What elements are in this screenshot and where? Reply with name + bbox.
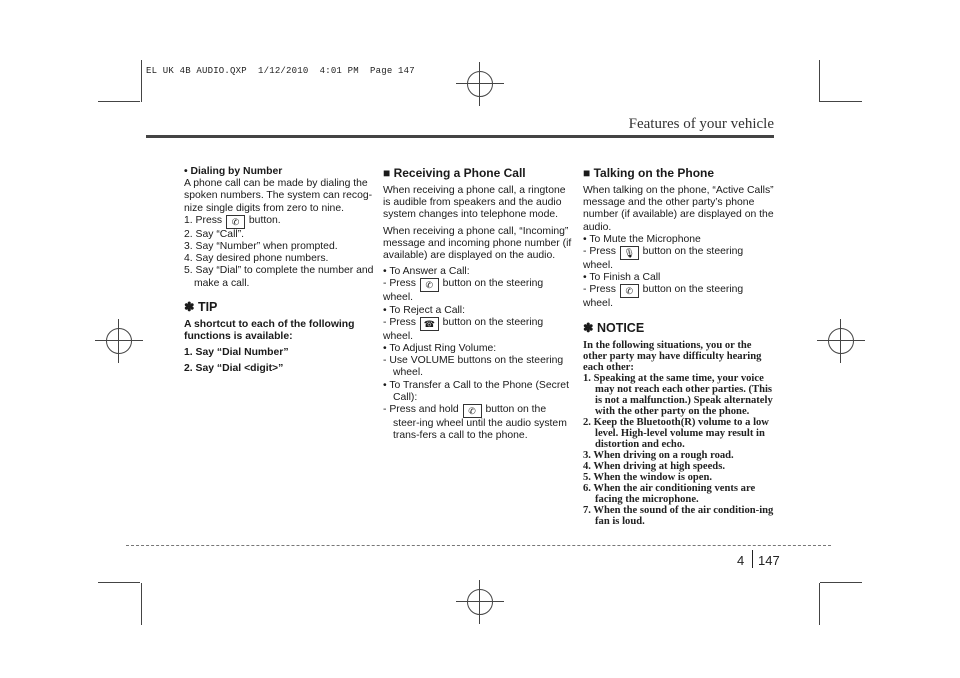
step-3: 3. Say “Number” when prompted. — [184, 241, 338, 253]
registration-mark — [105, 327, 133, 355]
print-slug: EL UK 4B AUDIO.QXP 1/12/2010 4:01 PM Page 147 — [146, 66, 415, 76]
step-4: 4. Say desired phone numbers. — [184, 253, 329, 265]
crop-mark — [820, 582, 862, 583]
finish-title: • To Finish a Call — [583, 272, 661, 284]
notice-item: 6. When the air conditioning vents are facing the microphone. — [583, 482, 756, 505]
step-5: 5. Say “Dial” to complete the number and make a call. — [184, 265, 374, 289]
tip-item-2: 2. Say “Dial <digit>” — [184, 363, 284, 375]
phone-icon: ✆ — [420, 278, 439, 292]
chapter-number: 4 — [737, 553, 745, 568]
crop-mark — [819, 583, 820, 625]
footer-rule — [126, 545, 831, 546]
receiving-intro-1: When receiving a phone call, a ringtone is audible from speakers and the audio system changes into telephone mode. — [383, 185, 566, 221]
heading-talking-phone: ■ Talking on the Phone — [583, 166, 715, 180]
transfer-post: button on the steer-ing wheel until the audio system trans-fers a call to the phone. — [393, 404, 567, 442]
notice-intro: In the following situations, you or the other party may have difficulty hearing each other: — [583, 339, 762, 373]
column-receiving — [383, 166, 573, 442]
crop-mark — [141, 60, 142, 102]
notice-item: 7. When the sound of the air condition-ing fan is loud. — [583, 504, 774, 527]
talking-intro: When talking on the phone, “Active Calls” message and the other party’s phone number (if available) are displayed on the audio. — [583, 185, 774, 233]
tip-title: ✽ TIP — [184, 299, 218, 314]
answer-post: button on the steering wheel. — [383, 278, 544, 304]
transfer-instruction — [383, 404, 573, 442]
notice-item: 1. Speaking at the same time, your voice may not reach each other parties. (This is not a malfunction.) Speak alternately with the other party on the phone. — [583, 372, 773, 417]
heading-receiving-call: ■ Receiving a Phone Call — [383, 166, 526, 180]
step-1-pre: 1. Press — [184, 214, 225, 226]
notice-title: ✽ NOTICE — [583, 320, 645, 335]
finish-pre: - Press — [583, 284, 619, 296]
mute-icon: 🎙 — [620, 246, 639, 260]
crop-mark — [819, 60, 820, 102]
notice-item: 2. Keep the Bluetooth(R) volume to a low level. High-level volume may result in distortion and echo. — [583, 416, 769, 450]
mute-instruction — [583, 246, 775, 272]
registration-mark — [466, 70, 494, 98]
column-dialing — [184, 166, 374, 376]
crop-mark — [98, 101, 140, 102]
crop-mark — [820, 101, 862, 102]
receiving-intro-2: When receiving a phone call, “Incoming” message and incoming phone number (if available) are displayed on the audio. — [383, 225, 572, 262]
reject-post: button on the steering wheel. — [383, 316, 544, 342]
header-rule — [146, 135, 774, 138]
registration-mark — [466, 588, 494, 616]
phone-talk-icon: ✆ — [463, 404, 482, 418]
answer-title: • To Answer a Call: — [383, 266, 470, 278]
answer-pre: - Press — [383, 278, 419, 290]
ring-volume-instruction: - Use VOLUME buttons on the steering wheel. — [383, 355, 564, 379]
transfer-title: • To Transfer a Call to the Phone (Secret Call): — [383, 379, 569, 403]
section-title: Features of your vehicle — [628, 116, 774, 132]
crop-mark — [98, 582, 140, 583]
registration-mark — [827, 327, 855, 355]
finish-instruction — [583, 284, 775, 310]
mute-post: button on the steering wheel. — [583, 246, 744, 272]
notice-body — [583, 340, 775, 527]
notice-item: 3. When driving on a rough road. — [583, 449, 734, 461]
bullet-dialing-by-number: • Dialing by Number — [184, 166, 283, 177]
finish-post: button on the steering wheel. — [583, 284, 744, 310]
column-talking — [583, 166, 775, 527]
phone-end-icon: ☎ — [420, 317, 439, 331]
answer-instruction — [383, 278, 573, 304]
step-1 — [184, 215, 374, 229]
phone-talk-icon: ✆ — [620, 284, 639, 298]
tip-item-1: 1. Say “Dial Number” — [184, 347, 289, 359]
tip-text: A shortcut to each of the following functions is available: — [184, 318, 355, 343]
dialing-intro: A phone call can be made by dialing the spoken numbers. The system can recog-nize single digits from zero to nine. — [184, 178, 373, 214]
phone-icon: ✆ — [226, 215, 245, 229]
mute-pre: - Press — [583, 246, 619, 258]
ring-volume-title: • To Adjust Ring Volume: — [383, 343, 497, 355]
page-number: 147 — [758, 553, 780, 568]
transfer-pre: - Press and hold — [383, 404, 462, 416]
page-number-divider — [752, 550, 753, 568]
notice-item: 4. When driving at high speeds. — [583, 460, 725, 472]
reject-pre: - Press — [383, 316, 419, 328]
reject-title: • To Reject a Call: — [383, 304, 465, 316]
crop-mark — [141, 583, 142, 625]
notice-item: 5. When the window is open. — [583, 471, 713, 483]
step-2: 2. Say “Call”. — [184, 228, 245, 240]
mute-title: • To Mute the Microphone — [583, 233, 701, 245]
reject-instruction — [383, 317, 573, 343]
step-1-post: button. — [246, 214, 281, 226]
